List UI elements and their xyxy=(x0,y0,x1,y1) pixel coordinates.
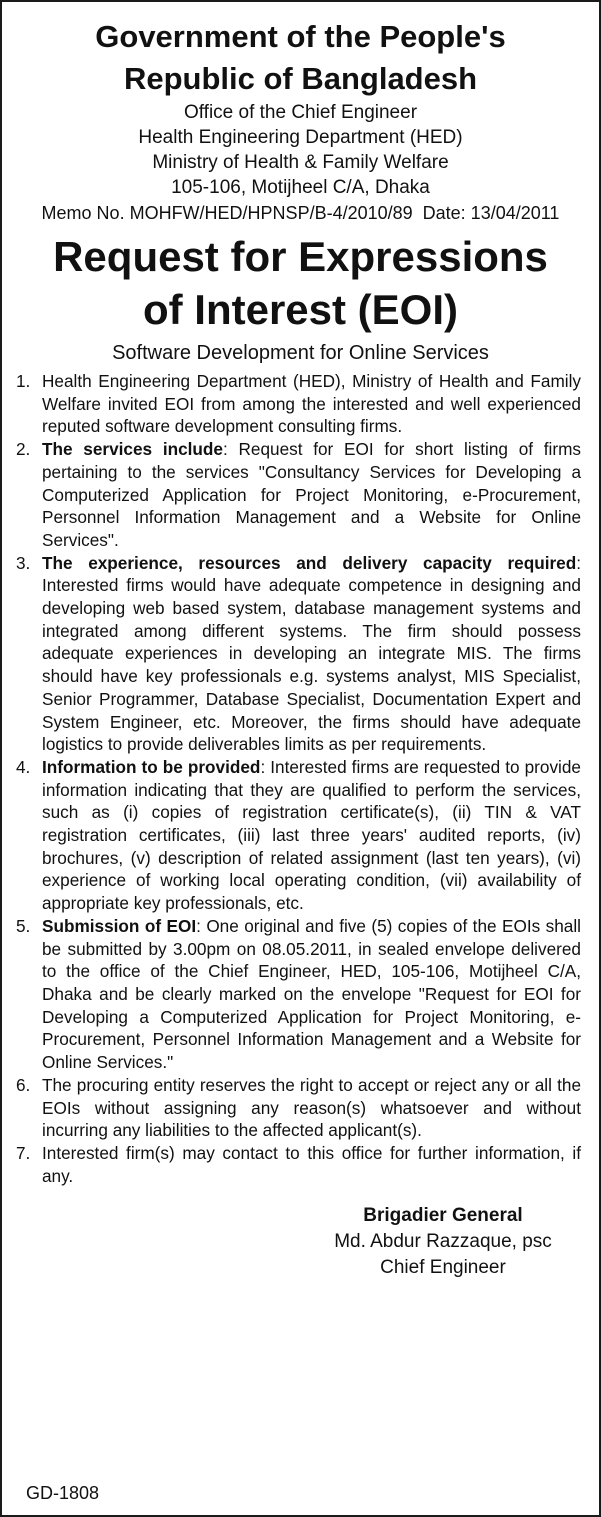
item-heading: Submission of EOI xyxy=(42,915,197,936)
item-number: 3. xyxy=(16,552,31,573)
item-number: 7. xyxy=(16,1142,31,1163)
government-line-1: Government of the People's xyxy=(95,19,506,54)
list-item xyxy=(16,438,585,552)
list-item xyxy=(16,756,585,915)
item-text: : Interested firms would have adequate competence in designing and developing web based system, database management systems and integrated among different systems. The firm should possess adequate experiences in developing an integrate MIS. The firms should have key professionals e.g. systems analyst, MIS Specialist, Senior Programmer, Database Specialist, Documentation Expert and System Engineer, etc. Moreover, the firms should have adequate logistics to provide deliverables limits as per requirements. xyxy=(42,552,581,755)
signatory-designation: Chief Engineer xyxy=(380,1257,506,1279)
list-item xyxy=(16,552,585,756)
memo-date: Date: 13/04/2011 xyxy=(422,203,560,223)
list-item xyxy=(16,915,585,1074)
notice-title-line-1: Request for Expressions xyxy=(53,233,548,280)
item-text: : Request for EOI for short listing of firms pertaining to the services "Consultancy Services for Developing a Computerized Application for Project Monitoring, e-Procurement, Personnel Information Management and a Website for Online Services". xyxy=(42,439,581,550)
item-heading: The services include xyxy=(42,439,223,460)
item-text: The procuring entity reserves the right to accept or reject any or all the EOIs without assigning any reason(s) whatsoever and without incurring any liabilities to the affected applicant(s). xyxy=(42,1074,581,1141)
item-heading: Information to be provided xyxy=(42,756,261,777)
notice-title xyxy=(16,230,585,336)
notice-items xyxy=(16,370,585,1187)
signature-block xyxy=(16,1203,585,1281)
government-line-2: Republic of Bangladesh xyxy=(123,61,478,96)
notice-subtitle: Software Development for Online Services xyxy=(112,342,489,364)
item-text: : Interested firms are requested to provide information indicating that they are qualified to perform the services, such as (i) copies of registration certificate(s), (ii) TIN & VAT registration certificates, (iii) last three years' audited reports, (iv) brochures, (v) description of related assignment (last ten years), (vi) experience of working local operating condition, (vii) availability of appropriate key professionals, etc. xyxy=(42,756,581,914)
item-heading: The experience, resources and delivery capacity required xyxy=(42,552,577,573)
office-line: Office of the Chief Engineer xyxy=(183,102,418,123)
address-line: 105-106, Motijheel C/A, Dhaka xyxy=(171,177,430,198)
office-address xyxy=(16,100,585,200)
item-number: 4. xyxy=(16,756,31,777)
ministry-line: Ministry of Health & Family Welfare xyxy=(152,152,449,173)
item-number: 2. xyxy=(16,439,31,460)
list-item xyxy=(16,370,585,438)
item-text: : One original and five (5) copies of the EOIs shall be submitted by 3.00pm on 08.05.2011, in sealed envelope delivered to the office of the Chief Engineer, HED, 105-106, Motijheel C/A, Dhaka and be clearly marked on the envelope "Request for EOI for Developing a Computerized Application for Project Monitoring, e-Procurement, Personnel Information Management and a Website for Online Services." xyxy=(42,915,581,1073)
department-line: Health Engineering Department (HED) xyxy=(138,127,463,148)
item-text: Health Engineering Department (HED), Ministry of Health and Family Welfare invited EOI from among the interested and well experienced reputed software development consulting firms. xyxy=(42,371,581,437)
memo-line xyxy=(16,200,585,226)
item-number: 1. xyxy=(16,371,31,391)
reference-code: GD-1808 xyxy=(26,1483,100,1503)
signatory-name: Md. Abdur Razzaque, psc xyxy=(334,1231,552,1253)
item-text: Interested firm(s) may contact to this office for further information, if any. xyxy=(42,1142,581,1186)
government-header xyxy=(16,16,585,100)
list-item xyxy=(16,1074,585,1142)
item-number: 6. xyxy=(16,1074,31,1095)
notice-title-line-2: of Interest (EOI) xyxy=(142,286,459,333)
memo-number: Memo No. MOHFW/HED/HPNSP/B-4/2010/89 xyxy=(41,203,413,223)
list-item xyxy=(16,1142,585,1187)
item-number: 5. xyxy=(16,915,31,936)
signatory-rank: Brigadier General xyxy=(363,1205,523,1227)
